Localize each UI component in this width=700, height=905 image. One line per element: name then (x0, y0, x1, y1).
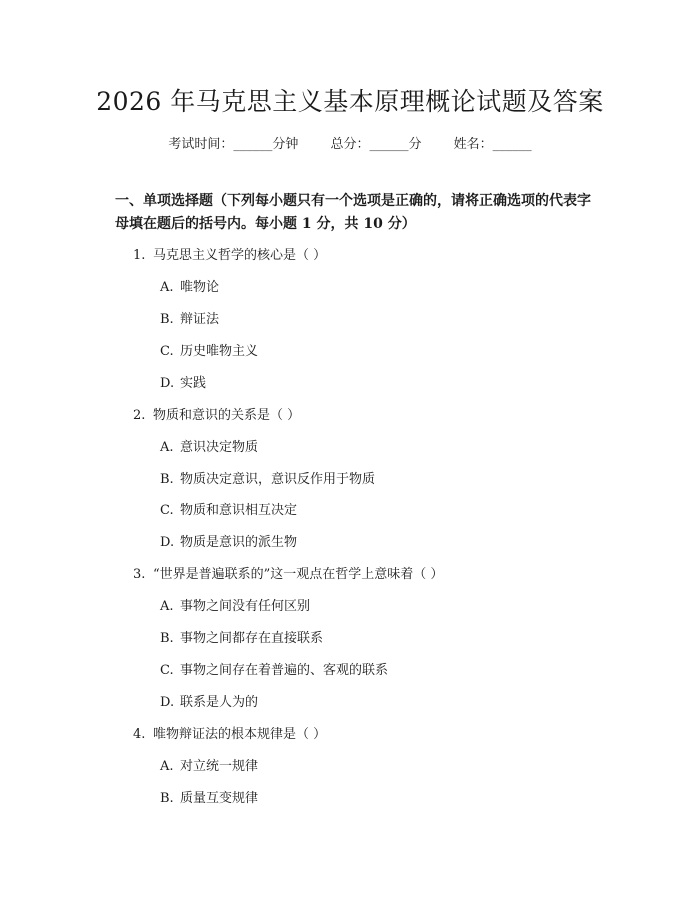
question-3 (133, 563, 443, 582)
name-blank: ______ (492, 137, 532, 152)
option-letter: D. (160, 695, 175, 710)
option-letter: C. (160, 344, 174, 359)
question-2-option-b (160, 468, 375, 487)
option-text: 质量互变规律 (180, 791, 259, 806)
question-4-option-b (160, 787, 258, 806)
option-text: 辩证法 (180, 312, 220, 327)
option-letter: A. (160, 759, 174, 774)
question-number: 3. (133, 567, 146, 582)
option-text: 事物之间存在着普遍的、客观的联系 (180, 663, 389, 678)
question-3-option-b (160, 627, 323, 646)
question-text: 唯物辩证法的根本规律是（ ） (153, 727, 327, 742)
option-text: 物质是意识的派生物 (180, 535, 298, 550)
question-number: 2. (133, 408, 146, 423)
question-2 (133, 404, 300, 423)
question-4 (133, 723, 326, 742)
option-text: 唯物论 (180, 280, 220, 295)
option-letter: D. (160, 376, 175, 391)
option-text: 实践 (180, 376, 207, 391)
exam-info-line (0, 133, 700, 152)
option-letter: B. (160, 472, 174, 487)
exam-time-field (168, 133, 298, 152)
option-text: 对立统一规律 (180, 759, 259, 774)
question-1-option-c (160, 340, 258, 359)
question-3-option-c (160, 659, 388, 678)
page-title: 2026 年马克思主义基本原理概论试题及答案 (96, 87, 604, 116)
option-letter: B. (160, 312, 174, 327)
option-text: 意识决定物质 (180, 440, 259, 455)
question-4-option-a (160, 755, 258, 774)
option-text: 事物之间都存在直接联系 (180, 631, 324, 646)
option-letter: B. (160, 791, 174, 806)
question-1-option-d (160, 372, 206, 391)
option-text: 联系是人为的 (180, 695, 259, 710)
total-score-blank: ______ (369, 137, 409, 152)
question-2-option-a (160, 436, 258, 455)
question-1 (133, 244, 326, 263)
option-text: 历史唯物主义 (180, 344, 259, 359)
question-text: 物质和意识的关系是（ ） (153, 408, 301, 423)
exam-time-label: 考试时间： (168, 137, 234, 152)
option-text: 物质和意识相互决定 (180, 503, 298, 518)
question-1-option-b (160, 308, 219, 327)
question-number: 1. (133, 248, 146, 263)
question-text: 马克思主义哲学的核心是（ ） (153, 248, 327, 263)
question-3-option-d (160, 691, 258, 710)
option-letter: C. (160, 503, 174, 518)
option-letter: D. (160, 535, 175, 550)
option-letter: B. (160, 631, 174, 646)
name-field (454, 133, 532, 152)
name-label: 姓名： (453, 137, 493, 152)
question-text: “世界是普遍联系的”这一观点在哲学上意味着（ ） (153, 567, 444, 582)
option-letter: C. (160, 663, 174, 678)
question-number: 4. (133, 727, 146, 742)
option-letter: A. (160, 440, 174, 455)
section-heading: 一、单项选择题（下列每小题只有一个选项是正确的，请将正确选项的代表字母填在题后的括号内。每小题 1 分，共 10 分） (115, 193, 591, 232)
option-text: 物质决定意识，意识反作用于物质 (180, 472, 376, 487)
question-2-option-d (160, 531, 297, 550)
question-1-option-a (160, 276, 219, 295)
option-letter: A. (160, 280, 174, 295)
question-3-option-a (160, 595, 310, 614)
total-score-field (330, 133, 421, 152)
option-letter: A. (160, 599, 174, 614)
total-score-label: 总分： (330, 137, 370, 152)
question-2-option-c (160, 499, 297, 518)
total-score-unit: 分 (408, 137, 422, 152)
exam-time-unit: 分钟 (272, 137, 299, 152)
exam-time-blank: ______ (233, 137, 273, 152)
option-text: 事物之间没有任何区别 (180, 599, 311, 614)
